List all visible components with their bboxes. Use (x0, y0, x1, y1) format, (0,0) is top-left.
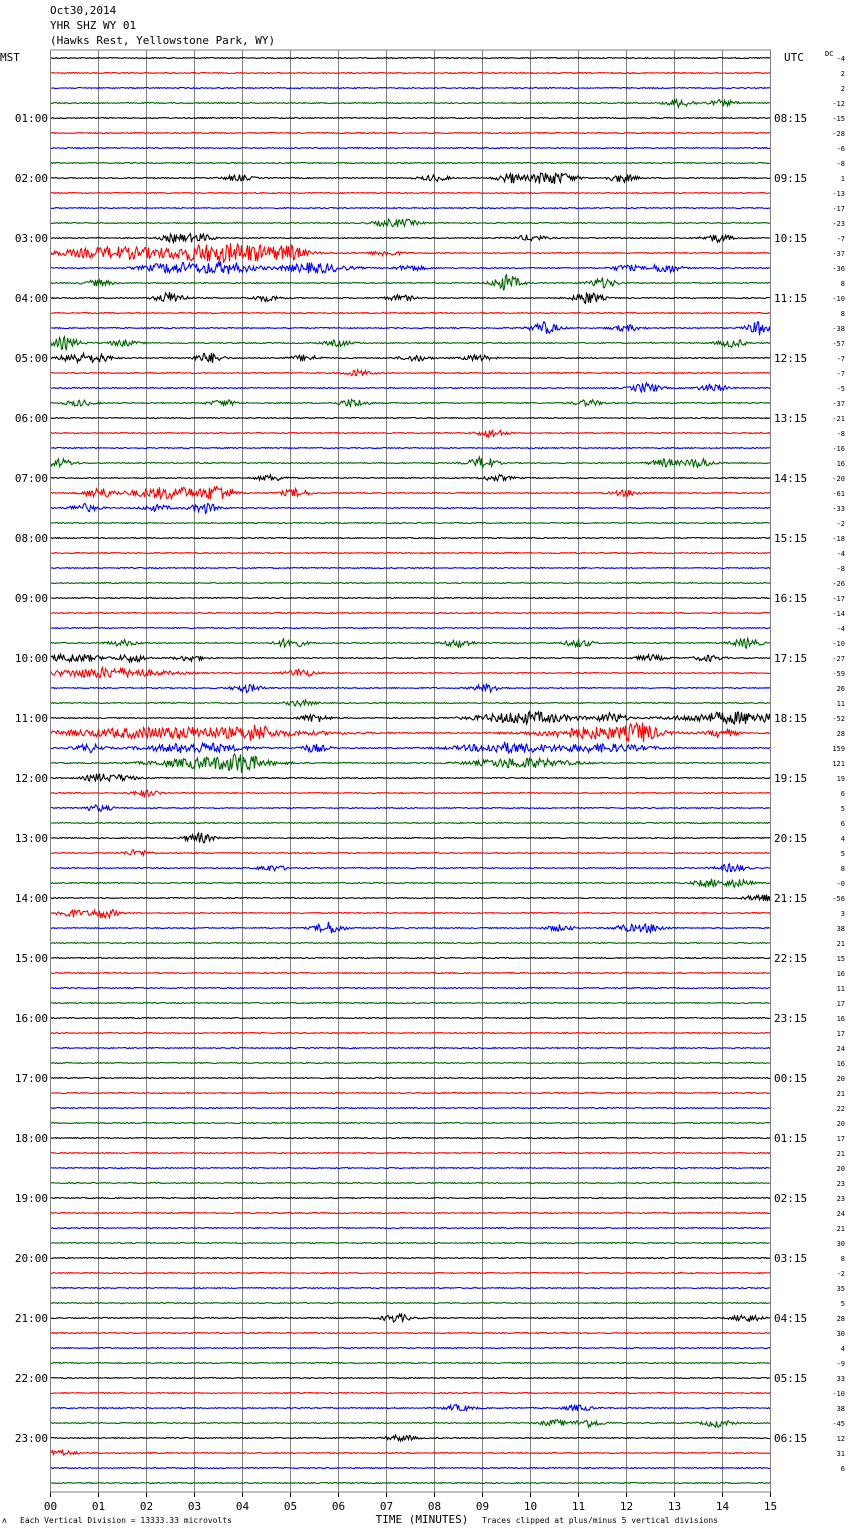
dc-offset-value: -38 (832, 325, 845, 333)
trace-row (51, 418, 771, 419)
dc-offset-value: -56 (832, 895, 845, 903)
left-hour-label: 11:00 (14, 712, 48, 725)
trace-row (51, 275, 771, 291)
dc-offset-value: 20 (836, 1165, 845, 1173)
trace-row (51, 823, 771, 824)
left-hour-label: 13:00 (14, 832, 48, 845)
x-tick-label: 02 (139, 1500, 154, 1513)
left-hour-label: 06:00 (14, 412, 48, 425)
trace-row (51, 895, 771, 902)
trace-row (51, 743, 771, 753)
trace-row (51, 448, 771, 449)
left-hour-label: 04:00 (14, 292, 48, 305)
dc-offset-value: 8 (840, 865, 845, 873)
dc-offset-value: -26 (832, 580, 845, 588)
right-hour-label: 12:15 (774, 352, 808, 365)
trace-row (51, 1063, 771, 1064)
dc-offset-value: 3 (840, 910, 845, 918)
trace-row (51, 553, 771, 554)
dc-offset-value: 8 (840, 280, 845, 288)
right-hour-label: 22:15 (774, 952, 808, 965)
trace-row (51, 1048, 771, 1049)
right-hour-label: 03:15 (774, 1252, 808, 1265)
dc-offset-value: -5 (836, 385, 845, 393)
dc-offset-value: -59 (832, 670, 845, 678)
x-axis-label: TIME (MINUTES) (375, 1513, 469, 1526)
dc-offset-value: 20 (836, 1120, 845, 1128)
trace-row (51, 973, 771, 974)
station-location: (Hawks Rest, Yellowstone Park, WY) (50, 34, 276, 47)
trace-row (51, 774, 771, 781)
right-hour-label: 11:15 (774, 292, 808, 305)
right-hour-label: 19:15 (774, 772, 808, 785)
dc-offset-value: 26 (836, 685, 845, 693)
dc-header-label: DC (825, 50, 834, 58)
trace-row (51, 100, 771, 108)
dc-offset-value: 22 (836, 1105, 845, 1113)
trace-row (51, 790, 771, 796)
dc-offset-value: -2 (836, 520, 845, 528)
trace-row (51, 1483, 771, 1484)
trace-row (51, 943, 771, 944)
dc-offset-value: 23 (836, 1195, 845, 1203)
left-hour-label: 12:00 (14, 772, 48, 785)
trace-row (51, 292, 771, 303)
trace-row (51, 337, 771, 350)
trace-row (51, 638, 771, 648)
left-hour-label: 20:00 (14, 1252, 48, 1265)
trace-row (51, 1435, 771, 1441)
trace-row (51, 1288, 771, 1289)
x-tick-label: 00 (43, 1500, 58, 1513)
dc-offset-value: -7 (836, 355, 845, 363)
dc-offset-value: 30 (836, 1240, 845, 1248)
dc-offset-value: -45 (832, 1420, 845, 1428)
right-hour-label: 05:15 (774, 1372, 808, 1385)
right-hour-label: 06:15 (774, 1432, 808, 1445)
trace-row (51, 370, 771, 376)
dc-offset-value: -2 (836, 1270, 845, 1278)
trace-row (51, 1228, 771, 1229)
dc-offset-value: 35 (836, 1285, 845, 1293)
dc-offset-value: -23 (832, 220, 845, 228)
dc-offset-value: 30 (836, 1330, 845, 1338)
dc-offset-value: 16 (836, 970, 845, 978)
trace-row (51, 1183, 771, 1184)
dc-offset-value: 21 (836, 1150, 845, 1158)
trace-row (51, 754, 771, 773)
dc-offset-value: -20 (832, 475, 845, 483)
x-tick-label: 09 (475, 1500, 490, 1513)
trace-row (51, 1198, 771, 1199)
dc-offset-value: -15 (832, 115, 845, 123)
dc-offset-value: -37 (832, 400, 845, 408)
right-hour-label: 20:15 (774, 832, 808, 845)
left-hour-label: 23:00 (14, 1432, 48, 1445)
dc-offset-value: 24 (836, 1210, 845, 1218)
dc-offset-value: 11 (836, 700, 845, 708)
left-hour-label: 14:00 (14, 892, 48, 905)
trace-row (51, 613, 771, 614)
dc-offset-value: -10 (832, 1390, 845, 1398)
x-tick-label: 04 (235, 1500, 250, 1513)
right-hour-label: 21:15 (774, 892, 808, 905)
trace-row (51, 805, 771, 811)
x-tick-label: 07 (379, 1500, 394, 1513)
x-tick-label: 14 (715, 1500, 730, 1513)
trace-row (51, 1303, 771, 1304)
trace-row (51, 261, 771, 274)
dc-offset-value: -12 (832, 100, 845, 108)
station-code: YHR SHZ WY 01 (50, 19, 137, 32)
trace-row (51, 148, 771, 149)
trace-row (51, 163, 771, 164)
right-hour-label: 13:15 (774, 412, 808, 425)
right-hour-label: 09:15 (774, 172, 808, 185)
dc-offset-value: 15 (836, 955, 845, 963)
left-hour-label: 21:00 (14, 1312, 48, 1325)
right-hour-label: 18:15 (774, 712, 808, 725)
trace-row (51, 457, 771, 468)
clip-note: Traces clipped at plus/minus 5 vertical divisions (482, 1516, 719, 1525)
trace-row (51, 700, 771, 706)
dc-offset-value: 2 (840, 85, 845, 93)
axis-labels (15, 55, 845, 1513)
trace-row (51, 1078, 771, 1079)
trace-row (51, 1468, 771, 1469)
trace-row (51, 668, 771, 678)
trace-row (51, 1108, 771, 1109)
dc-offset-value: 16 (836, 1060, 845, 1068)
dc-offset-value: 31 (836, 1450, 845, 1458)
trace-row (51, 88, 771, 89)
trace-row (51, 208, 771, 209)
dc-offset-value: -21 (832, 415, 845, 423)
trace-row (51, 864, 771, 872)
dc-offset-value: 17 (836, 1000, 845, 1008)
x-tick-label: 15 (763, 1500, 778, 1513)
trace-row (51, 219, 771, 227)
trace-row (51, 1348, 771, 1349)
right-hour-label: 02:15 (774, 1192, 808, 1205)
trace-row (51, 1273, 771, 1274)
dc-offset-value: 1 (840, 175, 845, 183)
trace-row (51, 243, 771, 263)
dc-offset-value: -6 (836, 145, 845, 153)
trace-row (51, 712, 771, 724)
left-hour-label: 16:00 (14, 1012, 48, 1025)
dc-offset-value: 17 (836, 1030, 845, 1038)
trace-row (51, 193, 771, 194)
trace-row (51, 879, 771, 888)
trace-row (51, 684, 771, 693)
trace-row (51, 1420, 771, 1428)
right-hour-label: 15:15 (774, 532, 808, 545)
right-hour-label: 16:15 (774, 592, 808, 605)
trace-row (51, 1153, 771, 1154)
dc-offset-value: 6 (840, 790, 845, 798)
trace-row (51, 1033, 771, 1034)
trace-row (51, 234, 771, 243)
dc-offset-value: -17 (832, 205, 845, 213)
dc-offset-value: 5 (840, 1300, 845, 1308)
dc-offset-value: -13 (832, 190, 845, 198)
right-hour-label: 10:15 (774, 232, 808, 245)
trace-row (51, 322, 771, 335)
x-tick-label: 08 (427, 1500, 442, 1513)
left-hour-label: 01:00 (14, 112, 48, 125)
x-tick-label: 11 (571, 1500, 586, 1513)
dc-offset-value: 21 (836, 1090, 845, 1098)
dc-offset-value: -57 (832, 340, 845, 348)
dc-offset-value: -10 (832, 295, 845, 303)
dc-offset-value: 20 (836, 1075, 845, 1083)
trace-row (51, 430, 771, 437)
dc-offset-value: -37 (832, 250, 845, 258)
dc-offset-value: 38 (836, 925, 845, 933)
left-hour-label: 09:00 (14, 592, 48, 605)
dc-offset-value: 5 (840, 850, 845, 858)
x-tick-label: 01 (91, 1500, 106, 1513)
x-tick-label: 03 (187, 1500, 202, 1513)
trace-row (51, 1378, 771, 1379)
right-hour-label: 17:15 (774, 652, 808, 665)
dc-offset-value: 28 (836, 1315, 845, 1323)
corner-mark: ʌ (2, 1516, 7, 1525)
trace-row (51, 1138, 771, 1139)
left-hour-label: 22:00 (14, 1372, 48, 1385)
dc-offset-value: -8 (836, 430, 845, 438)
trace-row (51, 1258, 771, 1259)
dc-offset-value: -4 (836, 625, 845, 633)
trace-row (51, 1405, 771, 1411)
left-hour-label: 02:00 (14, 172, 48, 185)
dc-offset-value: -4 (836, 55, 845, 63)
right-hour-label: 04:15 (774, 1312, 808, 1325)
left-hour-label: 03:00 (14, 232, 48, 245)
dc-offset-value: 6 (840, 820, 845, 828)
dc-offset-value: -16 (832, 445, 845, 453)
right-hour-label: 14:15 (774, 472, 808, 485)
left-hour-label: 15:00 (14, 952, 48, 965)
dc-offset-value: 12 (836, 1435, 845, 1443)
trace-row (51, 1168, 771, 1169)
dc-offset-value: 4 (840, 835, 845, 843)
dc-offset-value: -52 (832, 715, 845, 723)
trace-row (51, 598, 771, 599)
dc-offset-value: -36 (832, 265, 845, 273)
trace-row (51, 1003, 771, 1004)
left-hour-label: 07:00 (14, 472, 48, 485)
trace-row (51, 1123, 771, 1124)
left-hour-label: 10:00 (14, 652, 48, 665)
left-hour-label: 05:00 (14, 352, 48, 365)
dc-offset-value: 121 (832, 760, 845, 768)
scale-note: Each Vertical Division = 13333.33 microvolts (20, 1516, 232, 1525)
dc-offset-value: 2 (840, 70, 845, 78)
trace-row (51, 1243, 771, 1244)
trace-row (51, 1213, 771, 1214)
dc-offset-value: 19 (836, 775, 845, 783)
dc-offset-value: -8 (836, 160, 845, 168)
dc-offset-value: 6 (840, 1465, 845, 1473)
dc-offset-value: 8 (840, 1255, 845, 1263)
trace-row (51, 1314, 771, 1322)
trace-row (51, 628, 771, 629)
trace-row (51, 504, 771, 514)
trace-row (51, 1363, 771, 1364)
trace-row (51, 73, 771, 74)
right-hour-label: 23:15 (774, 1012, 808, 1025)
seismic-traces (51, 58, 771, 1484)
right-hour-label: 08:15 (774, 112, 808, 125)
trace-row (51, 1018, 771, 1019)
trace-row (51, 173, 771, 184)
dc-offset-value: -33 (832, 505, 845, 513)
dc-offset-value: -27 (832, 655, 845, 663)
trace-row (51, 988, 771, 989)
right-hour-label: 00:15 (774, 1072, 808, 1085)
trace-row (51, 910, 771, 919)
dc-offset-value: 33 (836, 1375, 845, 1383)
trace-row (51, 723, 771, 742)
x-tick-label: 12 (619, 1500, 634, 1513)
dc-offset-value: 17 (836, 1135, 845, 1143)
dc-offset-value: -10 (832, 640, 845, 648)
trace-row (51, 1333, 771, 1334)
trace-row (51, 922, 771, 934)
trace-row (51, 958, 771, 959)
dc-offset-value: 11 (836, 985, 845, 993)
trace-row (51, 383, 771, 393)
left-hour-label: 17:00 (14, 1072, 48, 1085)
left-hour-label: 19:00 (14, 1192, 48, 1205)
dc-offset-value: -9 (836, 1360, 845, 1368)
dc-offset-value: -4 (836, 550, 845, 558)
trace-row (51, 568, 771, 569)
dc-offset-value: -14 (832, 610, 845, 618)
x-tick-label: 13 (667, 1500, 682, 1513)
left-timezone-label: MST (0, 51, 20, 64)
trace-row (51, 850, 771, 855)
dc-offset-value: 16 (836, 460, 845, 468)
dc-offset-value: -7 (836, 235, 845, 243)
trace-row (51, 1450, 771, 1456)
x-tick-label: 06 (331, 1500, 346, 1513)
trace-row (51, 523, 771, 524)
dc-offset-value: 159 (832, 745, 845, 753)
dc-offset-value: -18 (832, 535, 845, 543)
trace-row (51, 833, 771, 843)
trace-row (51, 399, 771, 406)
dc-offset-value: 24 (836, 1045, 845, 1053)
dc-offset-value: -28 (832, 130, 845, 138)
dc-offset-value: 21 (836, 1225, 845, 1233)
trace-row (51, 58, 771, 59)
trace-row (51, 487, 771, 499)
right-timezone-label: UTC (784, 51, 804, 64)
right-hour-label: 01:15 (774, 1132, 808, 1145)
trace-row (51, 353, 771, 363)
trace-row (51, 538, 771, 539)
dc-offset-value: 38 (836, 1405, 845, 1413)
left-hour-label: 18:00 (14, 1132, 48, 1145)
dc-offset-value: 16 (836, 1015, 845, 1023)
dc-offset-value: 5 (840, 805, 845, 813)
trace-row (51, 118, 771, 119)
dc-offset-value: 23 (836, 1180, 845, 1188)
trace-row (51, 583, 771, 584)
dc-offset-value: 4 (840, 1345, 845, 1353)
trace-row (51, 133, 771, 134)
dc-offset-value: -7 (836, 370, 845, 378)
left-hour-label: 08:00 (14, 532, 48, 545)
chart-date: Oct30,2014 (50, 4, 117, 17)
dc-offset-value: -17 (832, 595, 845, 603)
dc-offset-value: 21 (836, 940, 845, 948)
trace-row (51, 313, 771, 314)
dc-offset-value: -61 (832, 490, 845, 498)
dc-offset-value: -0 (836, 880, 845, 888)
trace-row (51, 654, 771, 662)
x-tick-label: 05 (283, 1500, 298, 1513)
trace-row (51, 475, 771, 482)
dc-offset-value: -8 (836, 565, 845, 573)
dc-offset-value: 28 (836, 730, 845, 738)
trace-row (51, 1393, 771, 1394)
x-tick-label: 10 (523, 1500, 538, 1513)
dc-offset-value: 8 (840, 310, 845, 318)
trace-row (51, 1093, 771, 1094)
